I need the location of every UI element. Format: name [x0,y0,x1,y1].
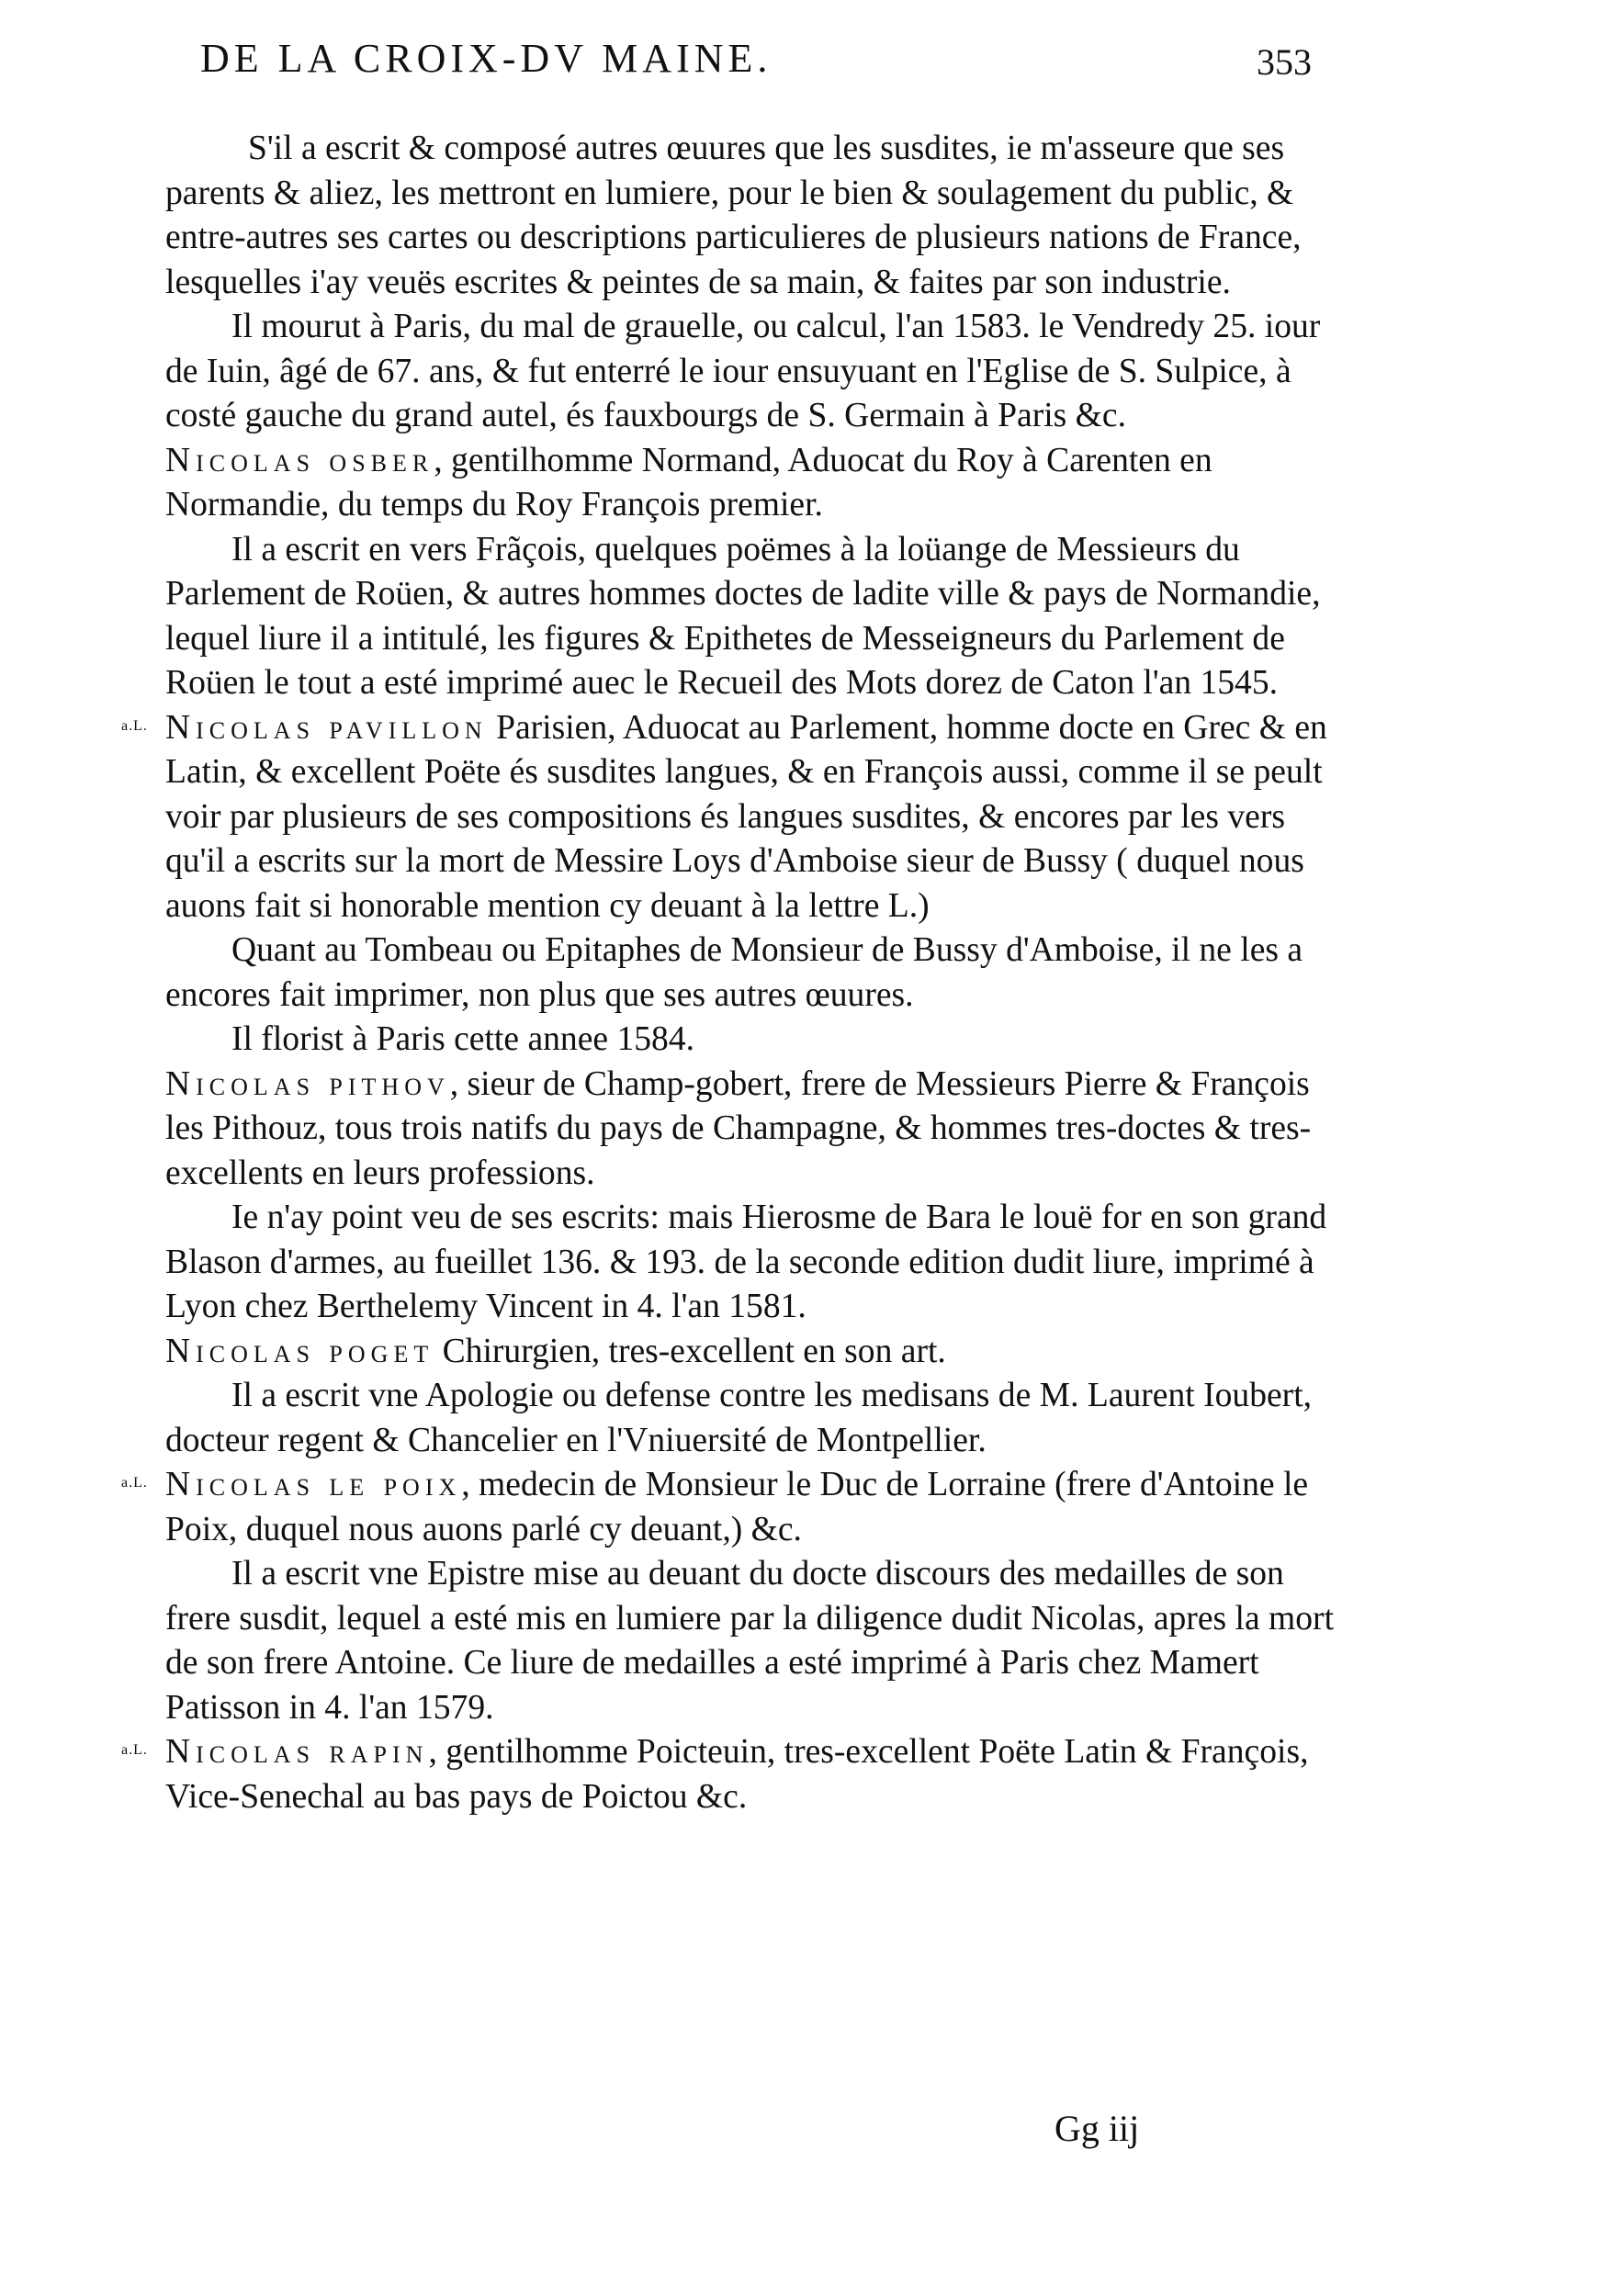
entry-intro: , sieur de Champ-gobert, frere de Messieurs Pierre & François les Pithouz, tous trois natifs du pays de Champagne, & hommes tres-doctes & tres-excellents en leurs professions. [165,1064,1312,1192]
entry-le-poix [121,1463,1350,1552]
entry-osber [165,439,1350,528]
paragraph: Il florist à Paris cette annee 1584. [231,1020,695,1058]
paragraph: Il a escrit vne Apologie ou defense contre les medisans de M. Laurent Ioubert, docteur regent & Chancelier en l'Vniuersité de Montpellier. [165,1377,1313,1459]
entry-intro: Chirurgien, tres-excellent en son art. [434,1332,946,1370]
entry-intro: , gentilhomme Normand, Aduocat du Roy à Carenten en Normandie, du temps du Roy François premier. [165,441,1212,523]
paragraph: Il mourut à Paris, du mal de grauelle, ou calcul, l'an 1583. le Vendredy 25. iour de Iuin, âgé de 67. ans, & fut enterré le iour ensuyuant en l'Eglise de S. Sulpice, à costé gauche du grand autel, és fauxbourgs de S. Germain à Paris &c. [165,308,1321,434]
entry-name: Nicolas rapin [165,1733,429,1771]
entry-intro: , medecin de Monsieur le Duc de Lorraine (frere d'Antoine le Poix, duquel nous auons parlé cy deuant,) &c. [165,1466,1309,1548]
signature-mark: Gg iij [1054,2108,1140,2149]
paragraph: Il a escrit en vers Frãçois, quelques poëmes à la loüange de Messieurs du Parlement de Roüen, & autres hommes doctes de ladite ville & pays de Normandie, lequel liure il a intitulé, les figures & Epithetes de Messeigneurs du Parlement de Roüen le tout a esté imprimé auec le Recueil des Mots dorez de Caton l'an 1545. [165,530,1321,702]
running-title: DE LA CROIX-DV MAINE. [200,36,773,81]
page-number: 353 [1257,41,1312,83]
marginal-note: a.L. [121,1742,148,1758]
marginal-note: a.L. [121,1475,148,1491]
entry-name: Nicolas le poix [165,1466,462,1503]
paragraph: S'il a escrit & composé autres œuures que les susdites, ie m'asseure que ses parents & aliez, les mettront en lumiere, pour le bien & soulagement du public, & entre-autres ses cartes ou descriptions particulieres de plusieurs nations de France, lesquelles i'ay veuës escrites & peintes de sa main, & faites par son industrie. [165,129,1302,301]
marginal-note: a.L. [121,717,148,734]
entry-rapin [121,1730,1350,1819]
entry-name: Nicolas osber [165,441,434,479]
entry-name: Nicolas poget [165,1332,434,1370]
entry-intro: , gentilhomme Poicteuin, tres-excellent Poëte Latin & François, Vice-Senechal au bas pays de Poictou &c. [165,1733,1309,1816]
paragraph: Il a escrit vne Epistre mise au deuant du docte discours des medailles de son frere susdit, lequel a esté mis en lumiere par la diligence dudit Nicolas, apres la mort de son frere Antoine. Ce liure de medailles a esté imprimé à Paris chez Mamert Patisson in 4. l'an 1579. [165,1555,1335,1727]
entry-name: Nicolas pithov [165,1064,450,1103]
paragraph: Ie n'ay point veu de ses escrits: mais Hierosme de Bara le louë for en son grand Blason d'armes, au fueillet 136. & 193. de la seconde edition dudit liure, imprimé à Lyon chez Berthelemy Vincent in 4. l'an 1581. [165,1199,1327,1325]
entry-intro: Parisien, Aduocat au Parlement, homme docte en Grec & en Latin, & excellent Poëte és susdites langues, & en François aussi, comme il se peult voir par plusieurs de ses compositions és langues susdites, & encores par les vers qu'il a escrits sur la mort de Messire Loys d'Amboise sieur de Bussy ( duquel nous auons fait si honorable mention cy deuant à la lettre L.) [165,708,1327,925]
paragraph: Quant au Tombeau ou Epitaphes de Monsieur de Bussy d'Amboise, il ne les a encores fait imprimer, non plus que ses autres œuures. [165,931,1303,1014]
entry-name: Nicolas pavillon [165,708,488,747]
entry-poget [165,1330,1350,1375]
entry-pithou [165,1063,1350,1197]
text-column [121,127,1350,1819]
entry-pavillon [121,706,1350,929]
